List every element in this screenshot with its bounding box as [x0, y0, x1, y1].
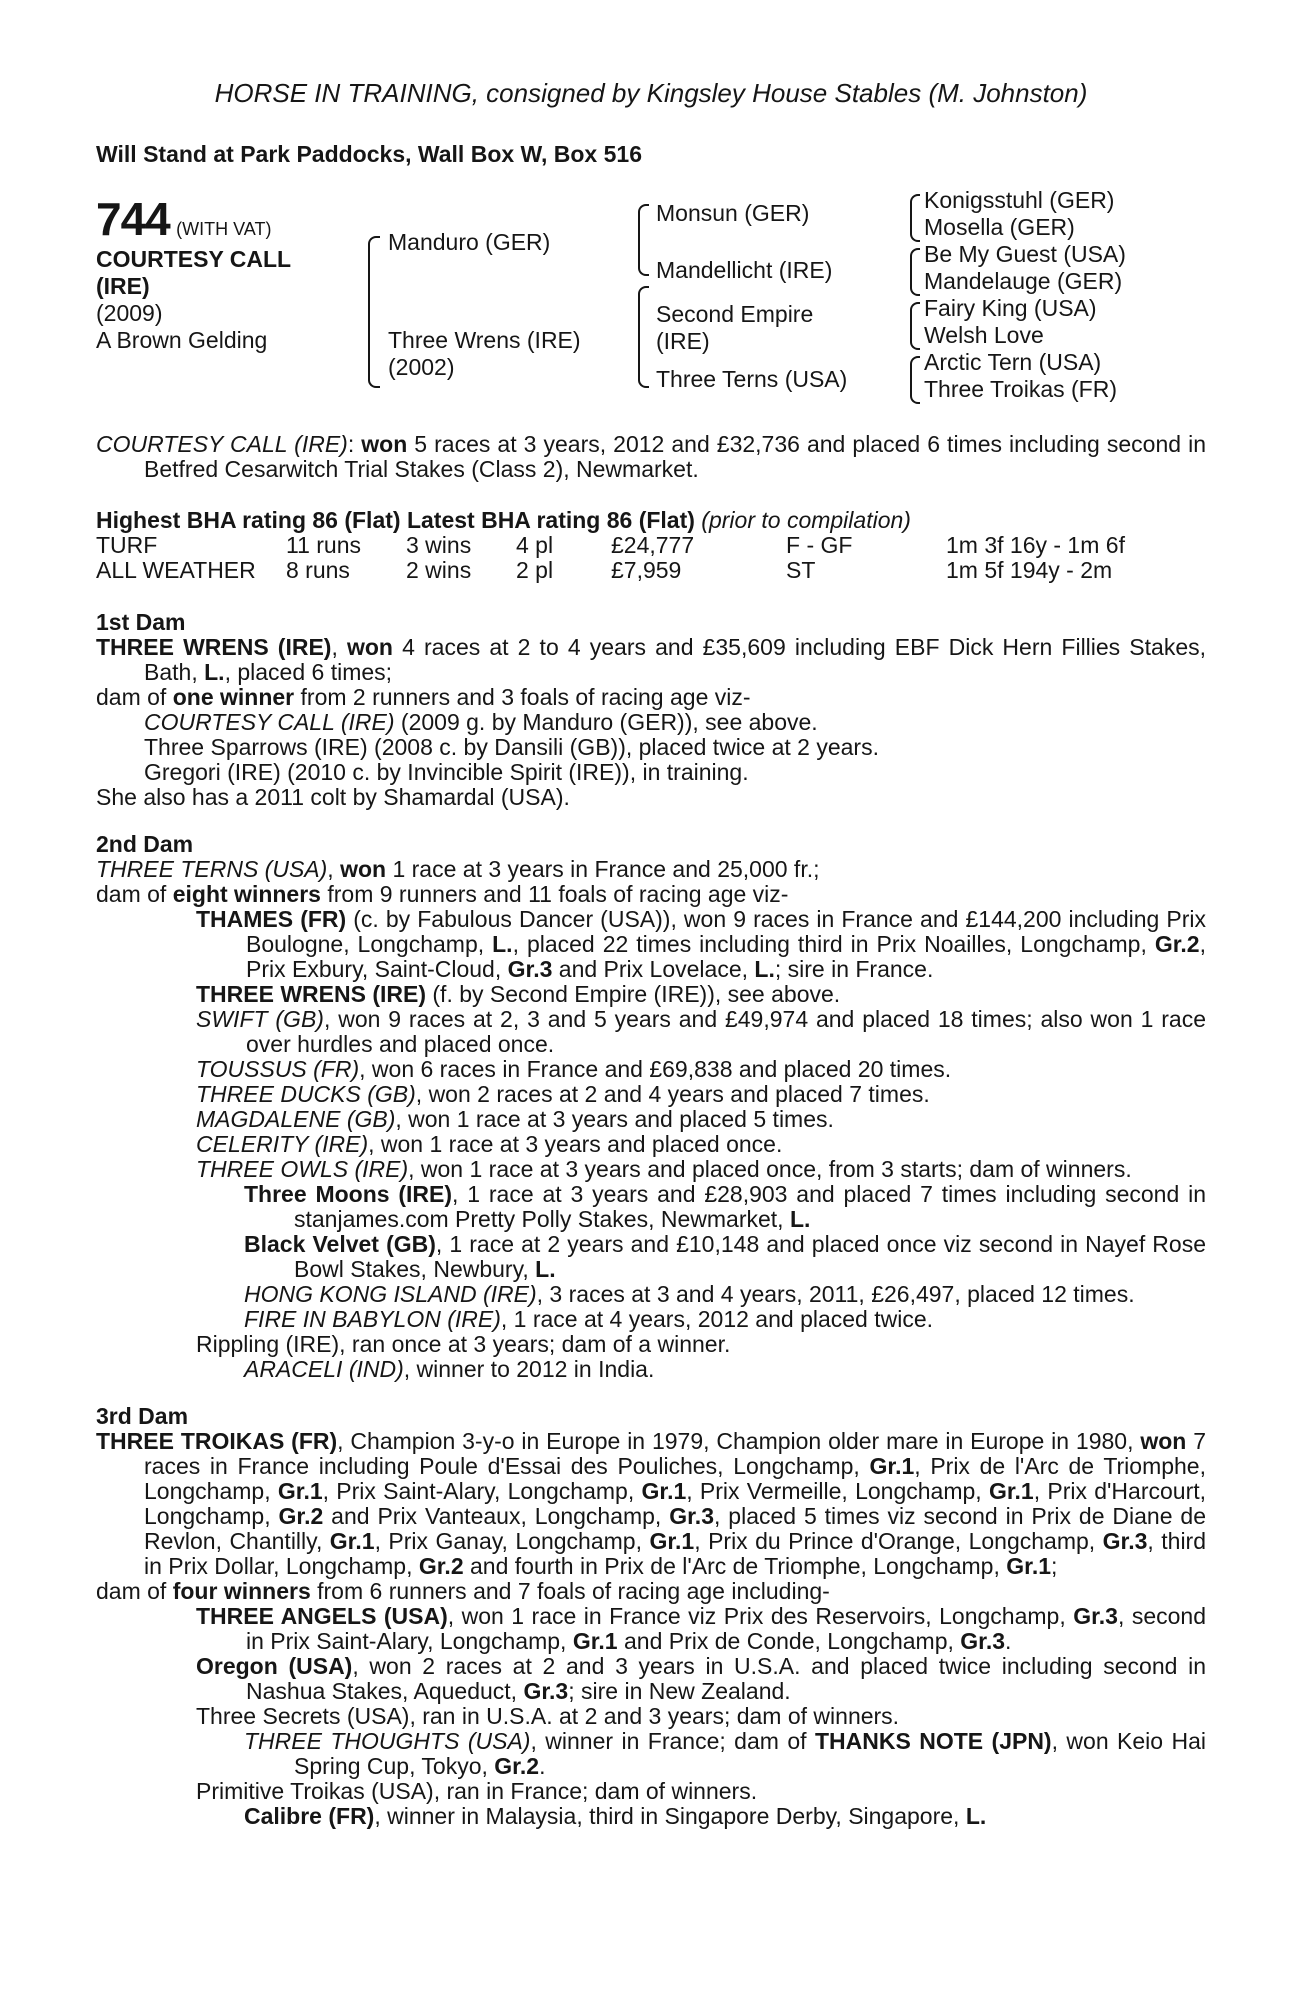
produce-name: Calibre (FR): [244, 1803, 375, 1829]
produce-text: , Prix Exbury, Saint-Cloud,: [246, 931, 1206, 982]
produce-courtesy-call: [144, 710, 1206, 735]
dam-sire-line1: Second Empire: [656, 301, 814, 327]
produce-swift: [96, 1007, 1206, 1057]
sire-sire: Monsun (GER): [656, 200, 810, 226]
dam-name: Three Wrens (IRE): [388, 327, 581, 353]
runners-text: from 9 runners and 11 foals of racing age viz-: [320, 881, 789, 907]
ratings-title: Highest BHA rating 86 (Flat) Latest BHA rating 86 (Flat): [96, 507, 695, 533]
record-text: and Prix Vanteaux, Longchamp,: [323, 1503, 670, 1529]
produce-name: THREE ANGELS (USA): [196, 1603, 448, 1629]
produce-magdalene: [96, 1107, 1206, 1132]
record-text: , Champion 3-y-o in Europe in 1979, Champion older mare in Europe in 1980,: [337, 1428, 1141, 1454]
cell-placed: 2 pl: [516, 557, 554, 583]
produce-text: , 1 race at 3 years and £28,903 and placed 7 times including second in stanjames.com Pretty Polly Stakes, Newmarket,: [294, 1181, 1206, 1232]
produce-three-owls: [96, 1157, 1206, 1182]
produce-fire-in-babylon: [96, 1307, 1206, 1332]
cell-distance: 1m 3f 16y - 1m 6f: [946, 532, 1125, 558]
cell-surface: ALL WEATHER: [96, 557, 256, 583]
produce-hong-kong-island: [96, 1282, 1206, 1307]
grade-label: Gr.1: [277, 1478, 323, 1504]
listed-label: L.: [204, 659, 225, 685]
ratings-row-all-weather: [96, 558, 1206, 583]
lot-heading: [96, 194, 271, 244]
horse-name-line1: COURTESY CALL: [96, 246, 292, 272]
produce-name: CELERITY (IRE): [196, 1131, 369, 1157]
grade-label: Gr.3: [507, 956, 553, 982]
produce-text: .: [1005, 1628, 1012, 1654]
produce-name: THREE WRENS (IRE): [196, 981, 426, 1007]
third-dam-name: THREE TROIKAS (FR): [96, 1428, 338, 1454]
bracket-sire-dam: [368, 236, 380, 388]
produce-text: , won 1 race in France viz Prix des Reservoirs, Longchamp,: [447, 1603, 1074, 1629]
produce-celerity: [96, 1132, 1206, 1157]
runners-text: from 6 runners and 7 foals of racing age including-: [310, 1578, 830, 1604]
stand-location: Will Stand at Park Paddocks, Wall Box W, Box 516: [96, 141, 642, 167]
produce-text: , won 2 races at 2 and 4 years and placed 7 times.: [415, 1081, 930, 1107]
third-dam-produce-summary: [96, 1579, 1206, 1604]
second-dam-heading: 2nd Dam: [96, 831, 194, 857]
grade-label: Gr.3: [523, 1678, 569, 1704]
second-dam-name: THREE TERNS (USA): [96, 856, 328, 882]
record-text: 7 races in France including Poule d'Essai des Pouliches, Longchamp,: [144, 1428, 1206, 1479]
produce-name: TOUSSUS (FR): [196, 1056, 360, 1082]
produce-text: , placed 22 times including third in Prix Noailles, Longchamp,: [512, 931, 1155, 957]
bracket-gen3-3: [910, 302, 920, 350]
produce-black-velvet: [96, 1232, 1206, 1282]
produce-three-secrets: Three Secrets (USA), ran in U.S.A. at 2 and 3 years; dam of winners.: [196, 1703, 900, 1729]
produce-text: , winner in Malaysia, third in Singapore Derby, Singapore,: [374, 1803, 966, 1829]
produce-three-sparrows: Three Sparrows (IRE) (2008 c. by Dansili (GB)), placed twice at 2 years.: [144, 734, 879, 760]
produce-name: Oregon (USA): [196, 1653, 353, 1679]
winners-count: eight winners: [172, 881, 321, 907]
produce-text: .: [539, 1753, 546, 1779]
produce-text: , 1 race at 4 years, 2012 and placed twice.: [500, 1306, 934, 1332]
produce-three-angels: [96, 1604, 1206, 1654]
gen3-welsh-love: Welsh Love: [924, 322, 1044, 348]
produce-name: Three Moons (IRE): [244, 1181, 453, 1207]
horse-description: A Brown Gelding: [96, 327, 268, 353]
produce-text: , won 1 race at 3 years and placed once, from 3 starts; dam of winners.: [408, 1156, 1132, 1182]
vat-note: (WITH VAT): [176, 219, 272, 239]
produce-araceli: [96, 1357, 1206, 1382]
produce-text: , 3 races at 3 and 4 years, 2011, £26,497, placed 12 times.: [536, 1281, 1135, 1307]
first-dam-text: 4 races at 2 to 4 years and £35,609 including EBF Dick Hern Fillies Stakes, Bath,: [144, 634, 1207, 685]
catalogue-page: [96, 78, 1206, 1829]
grade-label: Gr.3: [1102, 1528, 1148, 1554]
produce-primitive-troikas: Primitive Troikas (USA), ran in France; dam of winners.: [196, 1778, 758, 1804]
cell-runs: 11 runs: [286, 532, 362, 558]
grade-label: Gr.2: [1154, 931, 1200, 957]
produce-three-moons: [96, 1182, 1206, 1232]
produce-text: , winner to 2012 in India.: [403, 1356, 655, 1382]
grade-label: Gr.1: [1006, 1553, 1052, 1579]
bracket-gen3-1: [910, 194, 920, 242]
produce-name: THREE THOUGHTS (USA): [244, 1728, 531, 1754]
produce-name: Black Velvet (GB): [244, 1231, 436, 1257]
ratings-row-turf: [96, 533, 1206, 558]
produce-name: HONG KONG ISLAND (IRE): [244, 1281, 537, 1307]
horse-name-line2: (IRE): [96, 273, 150, 299]
record-text: , Prix de l'Arc de Triomphe, Longchamp,: [144, 1453, 1206, 1504]
summary-text: 5 races at 3 years, 2012 and £32,736 and placed 6 times including second in Betfred Cesarwitch Trial Stakes (Class 2), Newmarket.: [144, 431, 1206, 482]
second-dam-text: 1 race at 3 years in France and 25,000 fr.;: [386, 856, 820, 882]
lot-number: 744: [96, 193, 170, 245]
grade-label: Gr.3: [960, 1628, 1006, 1654]
produce-name: THAMES (FR): [196, 906, 347, 932]
record-text: , Prix Vermeille, Longchamp,: [686, 1478, 989, 1504]
dam-of-text: dam of: [96, 684, 173, 710]
cell-distance: 1m 5f 194y - 2m: [946, 557, 1113, 583]
produce-name: THREE DUCKS (GB): [196, 1081, 416, 1107]
record-text: ;: [1051, 1553, 1058, 1579]
consignor-header: HORSE IN TRAINING, consigned by Kingsley House Stables (M. Johnston): [214, 78, 1088, 108]
summary-won: won: [361, 431, 408, 457]
produce-text: , won Keio Hai Spring Cup, Tokyo,: [294, 1728, 1207, 1779]
first-dam-produce-summary: [96, 685, 1206, 710]
grade-label: Gr.3: [669, 1503, 714, 1529]
listed-label: L.: [535, 1256, 556, 1282]
cell-earnings: £7,959: [611, 557, 682, 583]
bracket-sire-parents: [638, 204, 649, 276]
foaled-year: (2009): [96, 300, 163, 326]
produce-name: MAGDALENE (GB): [196, 1106, 396, 1132]
produce-text: , second in Prix Saint-Alary, Longchamp,: [246, 1603, 1206, 1654]
pedigree-block: [96, 187, 1206, 424]
produce-three-ducks: [96, 1082, 1206, 1107]
gen3-mosella: Mosella (GER): [924, 214, 1075, 240]
record-text: , third in Prix Dollar, Longchamp,: [144, 1528, 1206, 1579]
produce-oregon: [96, 1654, 1206, 1704]
cell-runs: 8 runs: [286, 557, 350, 583]
grade-label: Gr.2: [278, 1503, 324, 1529]
gen3-arctic-tern: Arctic Tern (USA): [924, 349, 1102, 375]
produce-text: , won 9 races at 2, 3 and 5 years and £49,974 and placed 18 times; also won 1 race over hurdles and placed once.: [246, 1006, 1206, 1057]
dam-of-text: dam of: [96, 881, 173, 907]
first-dam-record: THREE WRENS (IRE), won 4 races at 2 to 4 years and £35,609 including EBF Dick Hern Fillies Stakes, Bath, L., placed 6 times;: [96, 634, 1207, 685]
produce-text: ; sire in France.: [774, 956, 934, 982]
record-text: , Prix du Prince d'Orange, Longchamp,: [694, 1528, 1103, 1554]
winners-count: four winners: [172, 1578, 311, 1604]
produce-text: ; sire in New Zealand.: [568, 1678, 791, 1704]
produce-text: , 1 race at 2 years and £10,148 and placed once viz second in Nayef Rose Bowl Stakes, Newbury,: [294, 1231, 1207, 1282]
bracket-dam-parents: [638, 286, 649, 388]
grade-label: Gr.1: [329, 1528, 375, 1554]
record-text: , Prix d'Harcourt, Longchamp,: [144, 1478, 1207, 1529]
listed-label: L.: [492, 931, 513, 957]
produce-rippling: Rippling (IRE), ran once at 3 years; dam of a winner.: [196, 1331, 731, 1357]
produce-name: THREE OWLS (IRE): [196, 1156, 409, 1182]
record-text: , placed 5 times viz second in Prix de Diane de Revlon, Chantilly,: [144, 1503, 1206, 1554]
grade-label: Gr.3: [1073, 1603, 1118, 1629]
produce-three-wrens: [96, 982, 1206, 1007]
produce-text: , won 6 races in France and £69,838 and placed 20 times.: [359, 1056, 952, 1082]
summary-colon: :: [347, 431, 362, 457]
grade-label: Gr.2: [494, 1753, 540, 1779]
produce-name: COURTESY CALL (IRE): [144, 709, 395, 735]
produce-text: and Prix Lovelace,: [552, 956, 755, 982]
third-dam-record: [96, 1429, 1206, 1579]
second-dam-record: THREE TERNS (USA), won 1 race at 3 years in France and 25,000 fr.;: [96, 856, 820, 882]
listed-label: L.: [789, 1206, 811, 1232]
cell-wins: 2 wins: [406, 557, 472, 583]
gen3-three-troikas: Three Troikas (FR): [924, 376, 1117, 402]
bracket-gen3-4: [910, 356, 920, 404]
grade-label: Gr.1: [649, 1528, 695, 1554]
listed-label: L.: [965, 1803, 987, 1829]
produce-text: and Prix de Conde, Longchamp,: [617, 1628, 961, 1654]
produce-name: THANKS NOTE (JPN): [814, 1728, 1052, 1754]
produce-thames: [96, 907, 1206, 982]
dam-dam: Three Terns (USA): [656, 366, 848, 392]
record-text: , Prix Saint-Alary, Longchamp,: [322, 1478, 642, 1504]
cell-earnings: £24,777: [611, 532, 695, 558]
produce-gregori: Gregori (IRE) (2010 c. by Invincible Spirit (IRE)), in training.: [144, 759, 749, 785]
cell-going: F - GF: [786, 532, 853, 558]
dam-sire-line2: (IRE): [656, 328, 710, 354]
first-dam-heading: 1st Dam: [96, 609, 186, 635]
produce-name: SWIFT (GB): [196, 1006, 324, 1032]
ratings-heading: [96, 508, 1206, 533]
gen3-be-my-guest: Be My Guest (USA): [924, 241, 1126, 267]
grade-label: Gr.1: [869, 1453, 915, 1479]
race-summary: [96, 432, 1206, 482]
produce-calibre: [96, 1804, 1206, 1829]
record-text: , Prix Ganay, Longchamp,: [374, 1528, 650, 1554]
listed-label: L.: [754, 956, 775, 982]
produce-name: FIRE IN BABYLON (IRE): [244, 1306, 501, 1332]
cell-going: ST: [786, 557, 816, 583]
third-dam-heading: 3rd Dam: [96, 1403, 189, 1429]
winners-count: one winner: [172, 684, 295, 710]
gen3-mandelauge: Mandelauge (GER): [924, 268, 1123, 294]
first-dam-name: THREE WRENS (IRE): [96, 634, 332, 660]
produce-text: , won 1 race at 3 years and placed 5 times.: [395, 1106, 834, 1132]
cell-placed: 4 pl: [516, 532, 554, 558]
grade-label: Gr.1: [572, 1628, 618, 1654]
sire-dam: Mandellicht (IRE): [656, 257, 833, 283]
produce-three-thoughts: [96, 1729, 1206, 1779]
produce-text: (f. by Second Empire (IRE)), see above.: [426, 981, 841, 1007]
gen3-fairy-king: Fairy King (USA): [924, 295, 1097, 321]
grade-label: Gr.1: [641, 1478, 687, 1504]
produce-text: , winner in France; dam of: [530, 1728, 815, 1754]
produce-text: (2009 g. by Manduro (GER)), see above.: [394, 709, 818, 735]
produce-text: , won 2 races at 2 and 3 years in U.S.A. and placed twice including second in Nashua Stakes, Aqueduct,: [246, 1653, 1206, 1704]
gen3-konigsstuhl: Konigsstuhl (GER): [924, 187, 1115, 213]
produce-text: , won 1 race at 3 years and placed once.: [368, 1131, 783, 1157]
cell-surface: TURF: [96, 532, 158, 558]
produce-toussus: [96, 1057, 1206, 1082]
dam-of-text: dam of: [96, 1578, 173, 1604]
won-label: won: [1140, 1428, 1187, 1454]
sire-name: Manduro (GER): [388, 229, 551, 255]
produce-text: (c. by Fabulous Dancer (USA)), won 9 races in France and £144,200 including Prix Boulogne, Longchamp,: [246, 906, 1206, 957]
grade-label: Gr.1: [988, 1478, 1034, 1504]
ratings-note: (prior to compilation): [694, 507, 911, 533]
ratings-table: [96, 533, 1206, 583]
won-label: won: [340, 856, 387, 882]
summary-horse-name: COURTESY CALL (IRE): [96, 431, 348, 457]
grade-label: Gr.2: [418, 1553, 464, 1579]
dam-year: (2002): [388, 354, 455, 380]
cell-wins: 3 wins: [406, 532, 472, 558]
second-dam-produce-summary: [96, 882, 1206, 907]
won-label: won: [346, 634, 393, 660]
produce-colt-note: She also has a 2011 colt by Shamardal (USA).: [96, 784, 570, 810]
first-dam-text2: , placed 6 times;: [224, 659, 393, 685]
record-text: and fourth in Prix de l'Arc de Triomphe, Longchamp,: [463, 1553, 1007, 1579]
produce-name: ARACELI (IND): [244, 1356, 404, 1382]
runners-text: from 2 runners and 3 foals of racing age viz-: [294, 684, 751, 710]
bracket-gen3-2: [910, 248, 920, 296]
